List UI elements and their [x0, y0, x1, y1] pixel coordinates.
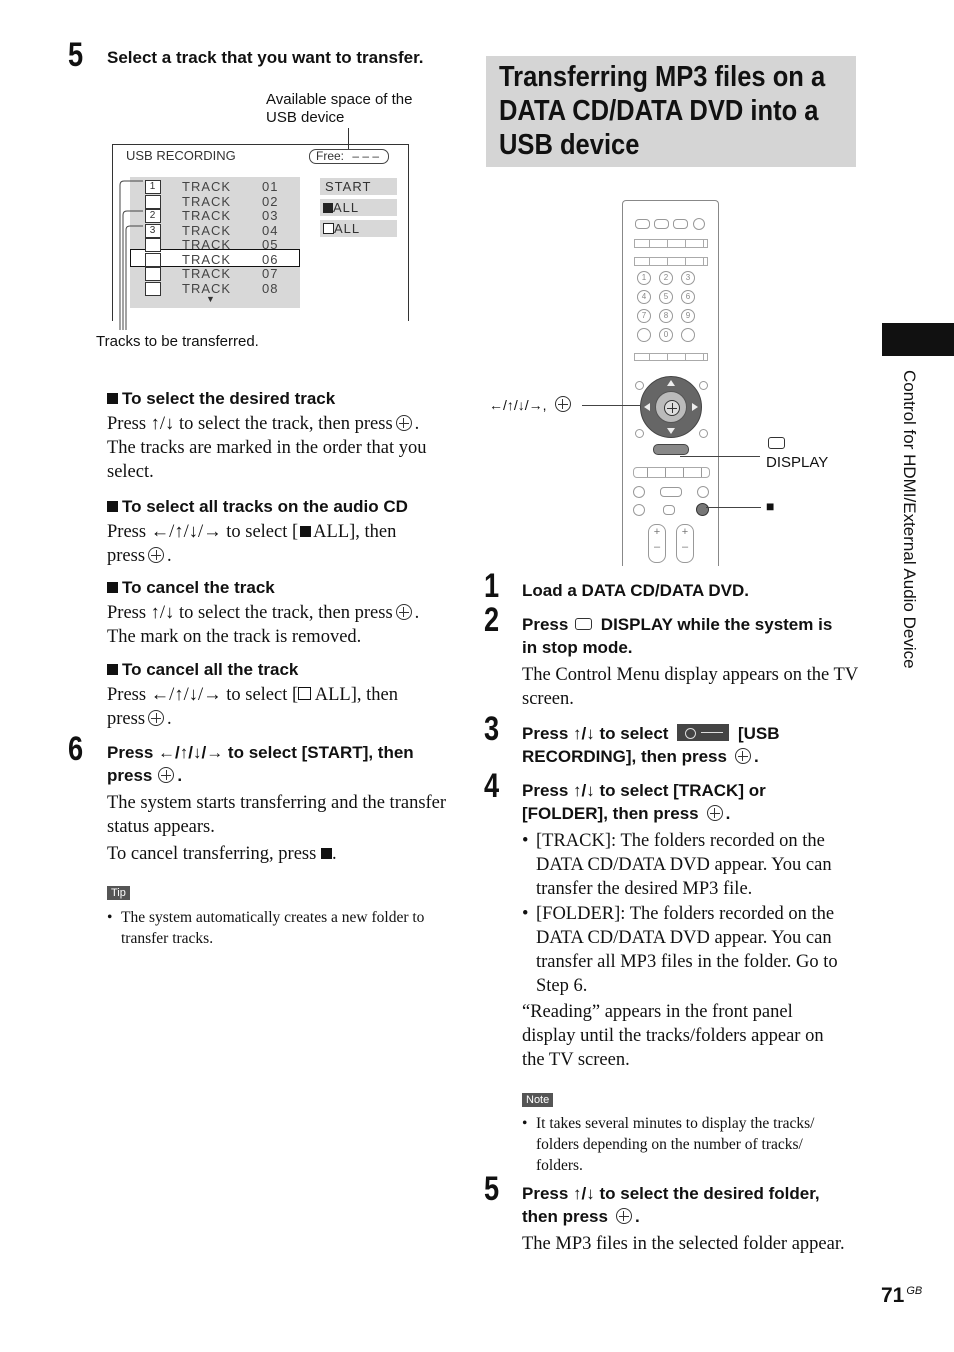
number-key[interactable]: 9: [681, 309, 695, 323]
keypad-side-key[interactable]: [681, 328, 695, 342]
body-text: .: [414, 414, 420, 434]
body-text: press: [107, 546, 146, 566]
number-key[interactable]: 3: [681, 271, 695, 285]
enter-button-icon: [148, 547, 164, 563]
step-number-6: 6: [68, 730, 84, 768]
step-number-5-right: 5: [484, 1170, 500, 1208]
number-key[interactable]: 0: [659, 328, 673, 342]
up-arrow-icon[interactable]: [667, 380, 675, 386]
remote-control: 1 2 3 4 5 6 7 8 9 0 + – + –: [622, 200, 719, 566]
number-key[interactable]: 4: [637, 290, 651, 304]
step-5-right-title: then press: [522, 1207, 608, 1226]
free-label: Free:: [316, 149, 345, 163]
free-space-box: [309, 149, 389, 164]
subsection-select-all: [107, 496, 447, 568]
step-number-4: 4: [484, 767, 500, 805]
page-number-value: 71: [881, 1284, 905, 1307]
step-5-right-title: .: [634, 1207, 640, 1226]
track-number: 02: [262, 193, 279, 209]
body-text: .: [167, 709, 172, 729]
osd-title: USB RECORDING: [126, 148, 236, 163]
section-heading-box: [486, 56, 856, 167]
scroll-down-icon[interactable]: ▼: [206, 294, 215, 304]
track-name: TRACK: [182, 251, 232, 267]
step-2-title: Press: [522, 615, 569, 634]
callout-arrow-keys-label: ←/↑/↓/→,: [489, 397, 547, 413]
track-name: TRACK: [182, 237, 232, 252]
number-key[interactable]: 2: [659, 271, 673, 285]
bullet-item: • [TRACK]: The folders recorded on the DATA CD/DATA DVD appear. You can transfer the desired MP3 file.: [522, 829, 858, 901]
enter-button-icon: [396, 415, 412, 431]
clear-all-button[interactable]: [320, 220, 397, 237]
step-number-5: 5: [68, 36, 84, 74]
right-arrow-icon[interactable]: [692, 403, 698, 411]
body-text: press: [107, 709, 146, 729]
note-text: • It takes several minutes to display the tracks/ folders depending on the number of tracks/ folders.: [522, 1113, 848, 1176]
filled-square-icon: [323, 203, 333, 213]
callout-stop: ■: [766, 498, 775, 514]
step-2: [522, 613, 862, 711]
body-text: Press ↑/↓ to select the track, then press: [107, 603, 393, 623]
number-key[interactable]: 7: [637, 309, 651, 323]
track-number: 07: [262, 266, 279, 281]
empty-square-icon: [323, 223, 334, 234]
track-name: TRACK: [182, 179, 232, 194]
note-badge: Note: [522, 1093, 553, 1107]
subsection-cancel-all: [107, 659, 447, 731]
clear-all-label: ALL: [334, 221, 361, 236]
step-6: [107, 741, 452, 866]
enter-button-icon: [555, 396, 571, 412]
bullet-item: • [FOLDER]: The folders recorded on the DATA CD/DATA DVD appear. You can transfer all MP3 files in the folder. Go to Step 6.: [522, 902, 858, 998]
body-text: To cancel transferring, press: [107, 844, 317, 864]
body-text: ALL], then: [313, 522, 397, 542]
body-text: .: [331, 844, 337, 864]
track-number: 05: [262, 237, 279, 252]
step-4-title: [FOLDER], then press: [522, 804, 699, 823]
tip-box: [107, 883, 442, 949]
body-text: .: [414, 603, 420, 623]
stop-square-icon: [321, 848, 332, 859]
note-box: [522, 1090, 852, 1176]
select-all-label: ALL: [333, 200, 360, 215]
d-pad[interactable]: [640, 376, 702, 438]
usb-recording-icon: [677, 724, 729, 741]
track-name: TRACK: [182, 193, 232, 209]
enter-button-icon: [707, 805, 723, 821]
step-5-right: [522, 1182, 867, 1256]
enter-button-icon: [396, 604, 412, 620]
step-3-title: .: [753, 747, 759, 766]
body-text: “Reading” appears in the front panel display until the tracks/folders appear on the TV screen.: [522, 1002, 824, 1070]
body-text: The MP3 files in the selected folder appear.: [522, 1234, 845, 1254]
enter-button-icon: [148, 710, 164, 726]
tip-badge: Tip: [107, 886, 130, 900]
step-2-title: DISPLAY while the system is: [600, 615, 833, 634]
step-6-title: Press ←/↑/↓/→ to select [START], then: [107, 743, 414, 762]
track-name: TRACK: [182, 280, 232, 296]
step-number-3: 3: [484, 710, 500, 748]
stop-button[interactable]: [696, 503, 709, 516]
tracks-bracket-lines: [110, 175, 170, 335]
body-text: Press ←/↑/↓/→ to select [: [107, 522, 299, 542]
track-number: 06: [262, 251, 279, 267]
track-name: TRACK: [182, 208, 232, 223]
body-text: The mark on the track is removed.: [107, 627, 362, 647]
callout-tracks-to-transfer: Tracks to be transferred.: [96, 333, 259, 350]
number-keypad: [637, 271, 707, 346]
subsection-title: To cancel the track: [122, 578, 275, 597]
number-key[interactable]: 1: [637, 271, 651, 285]
display-icon: [575, 618, 592, 630]
enter-button-icon[interactable]: [664, 400, 677, 413]
callout-line: [582, 405, 640, 406]
body-text: Press ↑/↓ to select the track, then press: [107, 414, 393, 434]
down-arrow-icon[interactable]: [667, 428, 675, 434]
filled-square-icon: [300, 526, 311, 537]
body-text: The Control Menu display appears on the TV screen.: [522, 665, 858, 709]
step-3-title: [USB: [737, 724, 780, 743]
number-key[interactable]: 8: [659, 309, 673, 323]
body-text: .: [167, 546, 172, 566]
callout-arrow-keys: [489, 396, 574, 413]
side-tab-marker: [882, 323, 954, 356]
step-6-title: .: [177, 766, 183, 785]
track-number: 01: [262, 179, 279, 194]
subsection-cancel-track: [107, 577, 447, 649]
display-button[interactable]: [653, 444, 689, 455]
display-icon: [768, 437, 785, 449]
tip-text: • The system automatically creates a new folder to transfer tracks.: [107, 907, 442, 949]
step-2-title: in stop mode.: [522, 638, 633, 657]
track-number: 03: [262, 208, 279, 223]
step-4: [522, 779, 862, 1072]
step-5-right-title: Press ↑/↓ to select the desired folder,: [522, 1184, 820, 1203]
track-number: 08: [262, 280, 279, 296]
subsection-title: To select the desired track: [122, 389, 336, 408]
step-number-2: 2: [484, 601, 500, 639]
track-checkbox[interactable]: 1: [145, 180, 161, 194]
select-all-button[interactable]: [320, 199, 397, 216]
page-number: [881, 1284, 922, 1308]
track-name: TRACK: [182, 266, 232, 281]
free-value: – – –: [352, 149, 380, 163]
enter-button-icon: [616, 1208, 632, 1224]
step-6-title: press: [107, 766, 153, 785]
step-number-1: 1: [484, 567, 500, 605]
track-number: 04: [262, 222, 279, 238]
callout-available-space: Available space of the USB device: [266, 91, 413, 126]
number-key[interactable]: 6: [681, 290, 695, 304]
side-tab-label: Control for HDMI/External Audio Device: [900, 370, 919, 669]
callout-line: [680, 456, 760, 457]
callout-display: [766, 436, 828, 472]
enter-button-icon: [735, 748, 751, 764]
start-button-label: START: [325, 179, 372, 194]
start-button[interactable]: [320, 178, 397, 195]
step-4-title: Press ↑/↓ to select [TRACK] or: [522, 781, 766, 800]
body-text: The tracks are marked in the order that you select.: [107, 438, 427, 482]
body-text: Press ←/↑/↓/→ to select [: [107, 685, 299, 705]
step-3-title: Press ↑/↓ to select: [522, 724, 669, 743]
enter-button-icon: [158, 767, 174, 783]
callout-display-label: DISPLAY: [766, 454, 829, 471]
empty-square-icon: [298, 687, 311, 700]
number-key[interactable]: 5: [659, 290, 673, 304]
track-checkbox[interactable]: 2: [145, 209, 161, 223]
body-text: The system starts transferring and the transfer status appears.: [107, 793, 447, 837]
callout-line: [706, 507, 761, 508]
bullet-square-icon: [107, 393, 118, 404]
bullet-square-icon: [107, 582, 118, 593]
keypad-side-key[interactable]: [637, 328, 651, 342]
subsection-select-track: [107, 388, 447, 484]
body-text: ALL], then: [311, 685, 398, 705]
page-number-suffix: GB: [906, 1285, 923, 1297]
bullet-square-icon: [107, 664, 118, 675]
step-4-title: .: [725, 804, 731, 823]
step-3-title: RECORDING], then press: [522, 747, 727, 766]
step-1-title: Load a DATA CD/DATA DVD.: [522, 581, 749, 600]
step-3: [522, 722, 862, 768]
track-checkbox[interactable]: 3: [145, 224, 161, 238]
section-heading: Transferring MP3 files on a DATA CD/DATA DVD into a USB device: [499, 61, 826, 161]
bullet-square-icon: [107, 501, 118, 512]
track-name: TRACK: [182, 222, 232, 238]
step-5-title: Select a track that you want to transfer.: [107, 48, 424, 67]
subsection-title: To select all tracks on the audio CD: [122, 497, 408, 516]
left-arrow-icon[interactable]: [644, 403, 650, 411]
subsection-title: To cancel all the track: [122, 660, 299, 679]
